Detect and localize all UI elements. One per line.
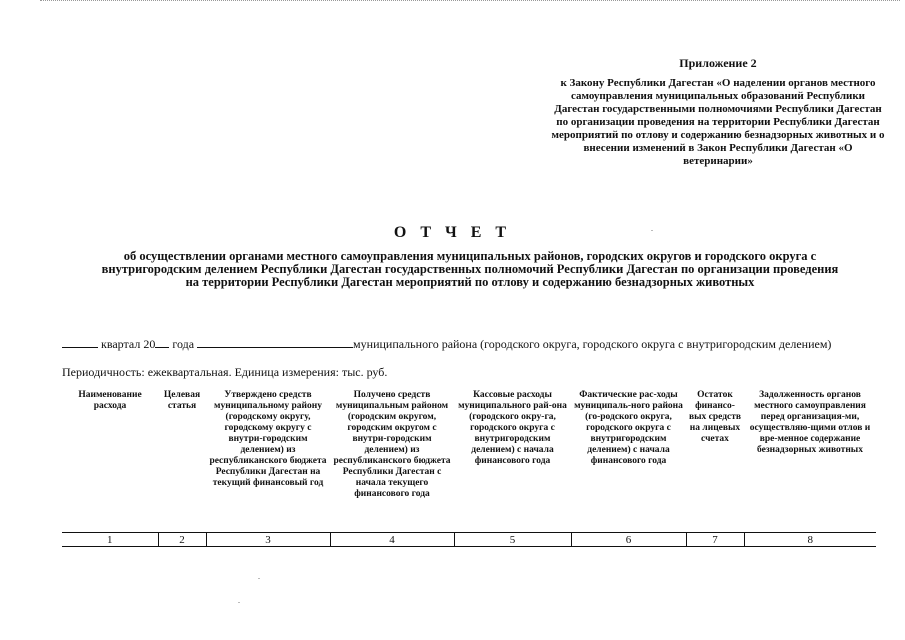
- report-title: О Т Ч Е Т: [393, 224, 512, 241]
- column-number: 2: [158, 533, 206, 547]
- header-debt: Задолженность органов местного самоуправления перед организация-ми, осуществляю-щими отлов и вре-менное содержание безнадзорных животных: [749, 390, 871, 455]
- header-approved-funds: Утверждено средств муниципальному району (городскому округу, городскому округу с внутри-городским делением) из республиканского бюджета Республики Дагестан на текущий финансовый год: [209, 390, 327, 488]
- column-number: 6: [571, 533, 686, 547]
- header-target-article: Целевая статья: [163, 390, 201, 411]
- header-expense-name: Наименование расхода: [78, 390, 142, 411]
- scan-speck: [238, 602, 240, 603]
- year-blank: [155, 337, 169, 348]
- column-number: 1: [62, 533, 158, 547]
- quarter-label: квартал 20: [101, 337, 156, 351]
- periodicity-text: Периодичность: ежеквартальная. Единица измерения: тыс. руб.: [62, 365, 388, 379]
- quarter-blank: [62, 337, 98, 348]
- column-number: 8: [744, 533, 876, 547]
- annex-block: [548, 56, 888, 168]
- period-line: [62, 337, 882, 351]
- header-received-funds: Получено средств муниципальным районом (городским округом, городским округом с внутри-городским делением) из республиканского бюджета Республики Дагестан с начала текущего финансового года: [333, 390, 451, 499]
- header-balance: Остаток финансо-вых средств на лицевых счетах: [688, 390, 742, 444]
- header-cash-expenses: Кассовые расходы муниципального рай-она (городского окру-га, городского округа с внутригородским делением) с начала финансового года: [458, 390, 567, 466]
- column-number: 7: [686, 533, 744, 547]
- report-subtitle: об осуществлении органами местного самоуправления муниципальных районов, городских округов и городского округа с внутригородским делением Республики Дагестан государственных полномочий Республики Дагестан по организации проведения на территории Республики Дагестан мероприятий по отлову и содержанию безнадзорных животных: [101, 249, 839, 289]
- header-actual-expenses: Фактические рас-ходы муниципаль-ного района (го-родского округа, городского округа с внутригородским делением) с начала финансового года: [574, 390, 683, 466]
- scan-edge-line: [40, 0, 900, 2]
- municipality-blank: [197, 337, 353, 348]
- column-number: 5: [454, 533, 571, 547]
- annex-text: к Закону Республики Дагестан «О наделении органов местного самоуправления муниципальных образований Республики Дагестан государственными полномочиями Республики Дагестан по организации проведения на территории Республики Дагестан мероприятий по отлову и содержанию безнадзорных животных и о внесении изменений в Закон Республики Дагестан «О ветеринарии»: [551, 77, 885, 167]
- scan-speck: [258, 578, 260, 579]
- municipality-label: муниципального района (городского округа, городского округа с внутригородским делением): [353, 337, 832, 351]
- annex-title: Приложение 2: [679, 56, 757, 70]
- table-row: [62, 533, 876, 547]
- scan-speck: [651, 230, 653, 231]
- table-header-row: [62, 389, 876, 533]
- column-number: 4: [330, 533, 454, 547]
- report-table: [62, 389, 876, 547]
- column-number: 3: [206, 533, 330, 547]
- year-label: года: [172, 337, 195, 351]
